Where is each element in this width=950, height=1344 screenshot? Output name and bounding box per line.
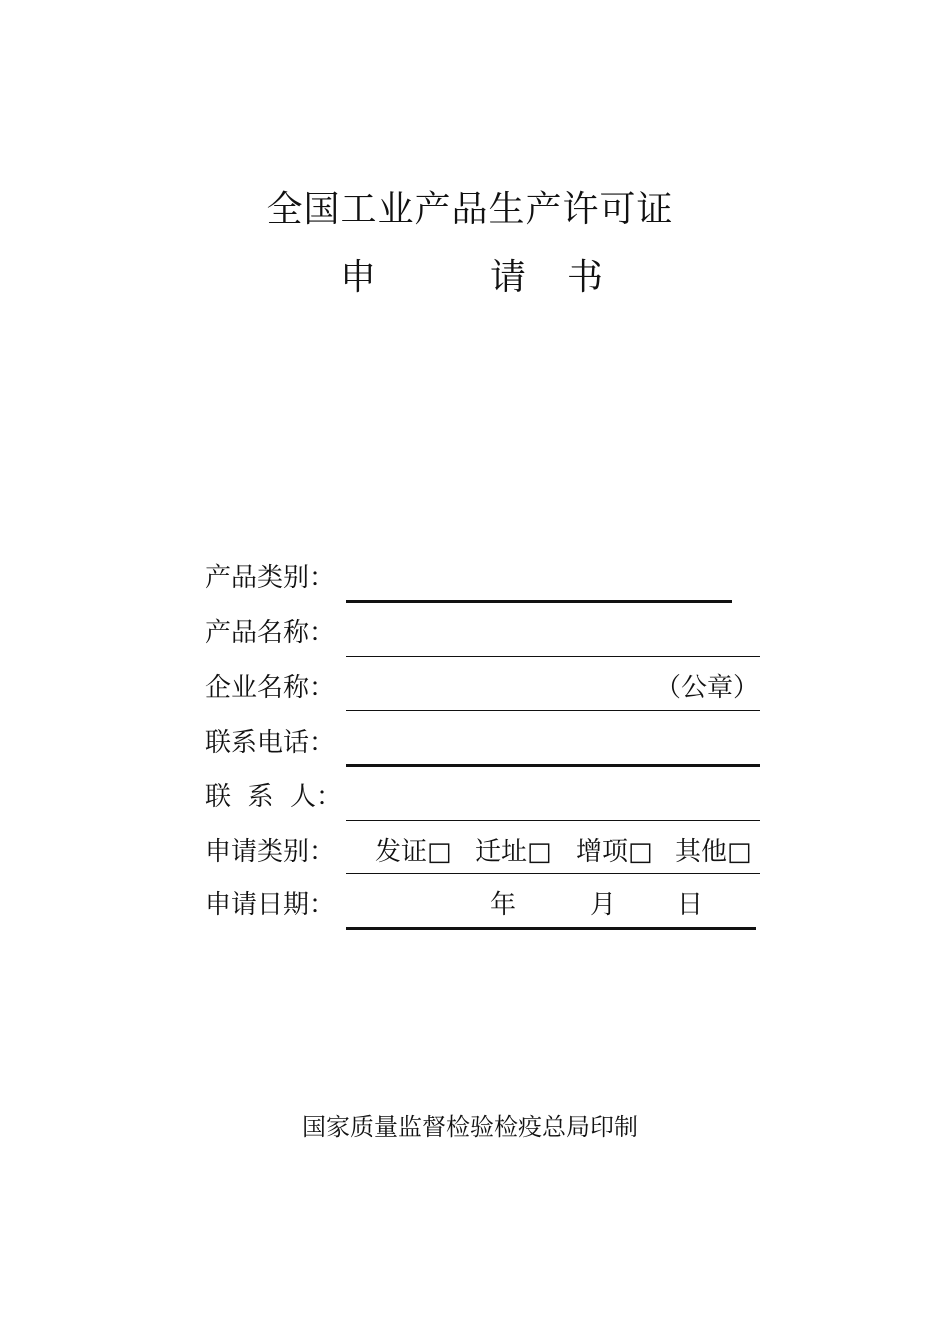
product-category-label: 产品类别： (205, 563, 336, 593)
product-name-line[interactable] (346, 656, 760, 657)
apply-option-addition[interactable]: 增项□ (576, 837, 653, 867)
apply-date-line[interactable] (346, 927, 756, 930)
document-footer: 国家质量监督检验检疫总局印制 (302, 1113, 638, 1141)
document-subtitle-char-3: 书 (567, 257, 604, 298)
phone-label: 联系电话： (205, 728, 336, 758)
document-subtitle-char-2: 请 (490, 257, 527, 298)
apply-option-other[interactable]: 其他□ (675, 837, 752, 867)
contact-label: 联 系 人： (205, 782, 343, 812)
company-name-label: 企业名称： (205, 673, 336, 703)
apply-date-label: 申请日期： (205, 890, 336, 920)
phone-line[interactable] (346, 764, 760, 767)
product-name-label: 产品名称： (205, 618, 336, 648)
apply-option-license[interactable]: 发证□ (375, 837, 452, 867)
document-title: 全国工业产品生产许可证 (266, 189, 674, 230)
apply-type-line (346, 873, 760, 874)
date-day-unit: 日 (677, 890, 704, 920)
date-month-unit: 月 (590, 890, 617, 920)
contact-line[interactable] (346, 820, 760, 821)
product-category-line[interactable] (346, 600, 732, 603)
document-subtitle-char-1: 申 (340, 257, 377, 298)
company-name-line[interactable] (346, 710, 760, 711)
date-year-unit: 年 (490, 890, 517, 920)
apply-option-relocation[interactable]: 迁址□ (475, 837, 552, 867)
company-seal-note: （公章） (655, 673, 760, 703)
apply-type-label: 申请类别： (205, 837, 336, 867)
